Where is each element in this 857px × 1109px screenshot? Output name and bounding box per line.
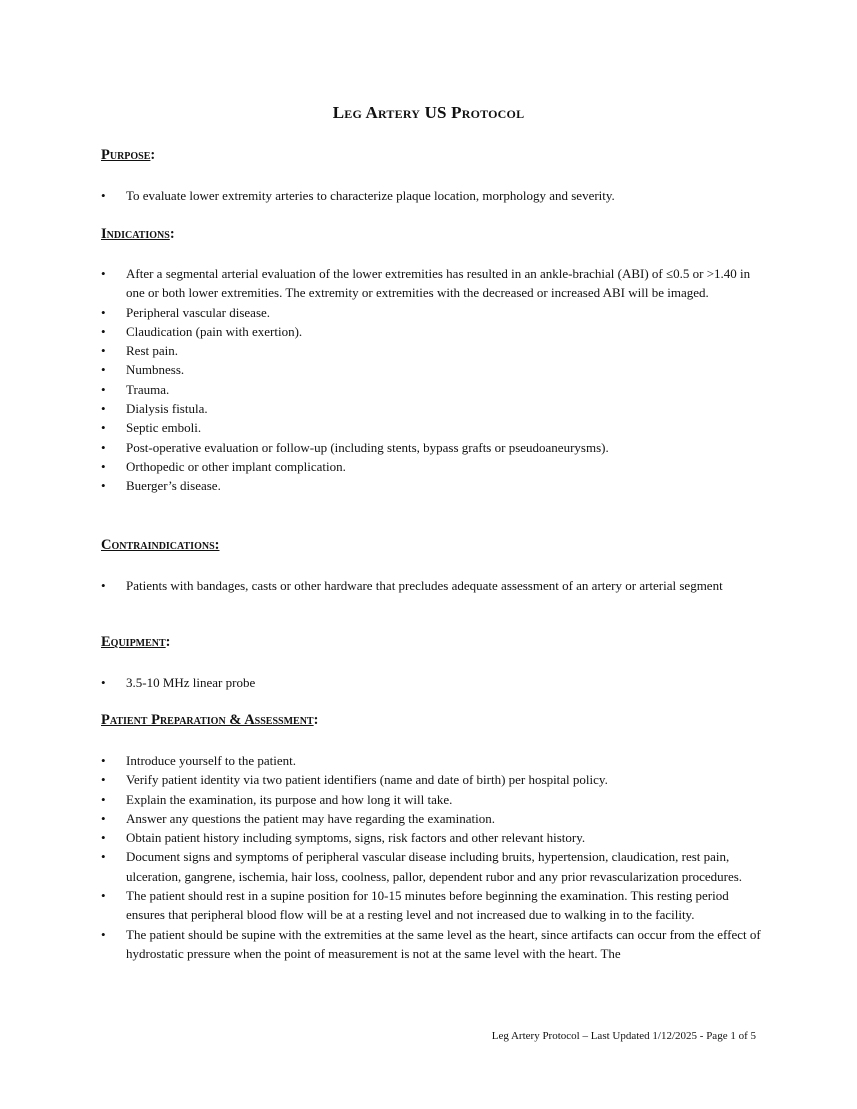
- list-item: • After a segmental arterial evaluation of the lower extremities has resulted in an ankle-brachial (ABI) of ≤0.5 or >1.40 in one or both lower extremities. The extremity or extremities with the decreased or increased ABI will be imaged.: [101, 264, 761, 303]
- list-item: • Peripheral vascular disease.: [101, 303, 761, 322]
- equipment-heading-text: Equipment: [101, 634, 166, 650]
- list-item: • Dialysis fistula.: [101, 399, 761, 418]
- preparation-heading-suffix: :: [313, 712, 319, 728]
- list-item: • Post-operative evaluation or follow-up (including stents, bypass grafts or pseudoaneurysms).: [101, 438, 761, 457]
- list-item: • Claudication (pain with exertion).: [101, 322, 761, 341]
- indications-heading: [101, 226, 175, 243]
- page-footer: Leg Artery Protocol – Last Updated 1/12/2025 - Page 1 of 5: [491, 1030, 756, 1042]
- equipment-heading-suffix: :: [165, 634, 171, 650]
- list-item: • Orthopedic or other implant complication.: [101, 457, 761, 476]
- list-item: • Verify patient identity via two patient identifiers (name and date of birth) per hospital policy.: [101, 770, 761, 789]
- equipment-list: [101, 673, 761, 692]
- list-item: • Obtain patient history including symptoms, signs, risk factors and other relevant history.: [101, 828, 761, 847]
- list-item: • Rest pain.: [101, 341, 761, 360]
- purpose-heading-suffix: :: [150, 147, 156, 163]
- list-item: • Document signs and symptoms of peripheral vascular disease including bruits, hypertension, claudication, rest pain, ulceration, gangrene, ischemia, hair loss, coolness, pallor, dependent rubor and any prior revascularization procedures.: [101, 847, 761, 886]
- list-item: • The patient should rest in a supine position for 10-15 minutes before beginning the examination. This resting period ensures that peripheral blood flow will be at a resting level and not increased due to walking in to the facility.: [101, 886, 761, 925]
- list-item: • Answer any questions the patient may have regarding the examination.: [101, 809, 761, 828]
- indications-heading-text: Indications: [101, 226, 170, 242]
- list-item: • Trauma.: [101, 380, 761, 399]
- preparation-heading-text: Patient Preparation & Assessment: [101, 712, 314, 728]
- list-item: • Numbness.: [101, 360, 761, 379]
- equipment-heading: [101, 634, 171, 651]
- preparation-heading: [101, 712, 318, 729]
- indications-list: [101, 264, 761, 496]
- contraindications-list: [101, 576, 761, 595]
- document-title: Leg Artery US Protocol: [332, 103, 525, 122]
- list-item: • The patient should be supine with the extremities at the same level as the heart, since artifacts can occur from the effect of hydrostatic pressure when the point of measurement is not at the same level with the heart. The: [101, 925, 761, 964]
- list-item: • Introduce yourself to the patient.: [101, 751, 761, 770]
- purpose-heading: [101, 147, 155, 164]
- list-item: • Septic emboli.: [101, 418, 761, 437]
- list-item: • Buerger’s disease.: [101, 476, 761, 495]
- indications-heading-suffix: :: [169, 226, 175, 242]
- list-item: • 3.5-10 MHz linear probe: [101, 673, 761, 692]
- preparation-list: [101, 751, 761, 963]
- purpose-heading-text: Purpose: [101, 147, 151, 163]
- contraindications-heading-text: Contraindications:: [101, 537, 220, 553]
- list-item: • To evaluate lower extremity arteries to characterize plaque location, morphology and severity.: [101, 186, 761, 205]
- list-item: • Explain the examination, its purpose and how long it will take.: [101, 790, 761, 809]
- list-item: • Patients with bandages, casts or other hardware that precludes adequate assessment of an artery or arterial segment: [101, 576, 761, 595]
- contraindications-heading: [101, 537, 219, 554]
- purpose-list: [101, 186, 761, 205]
